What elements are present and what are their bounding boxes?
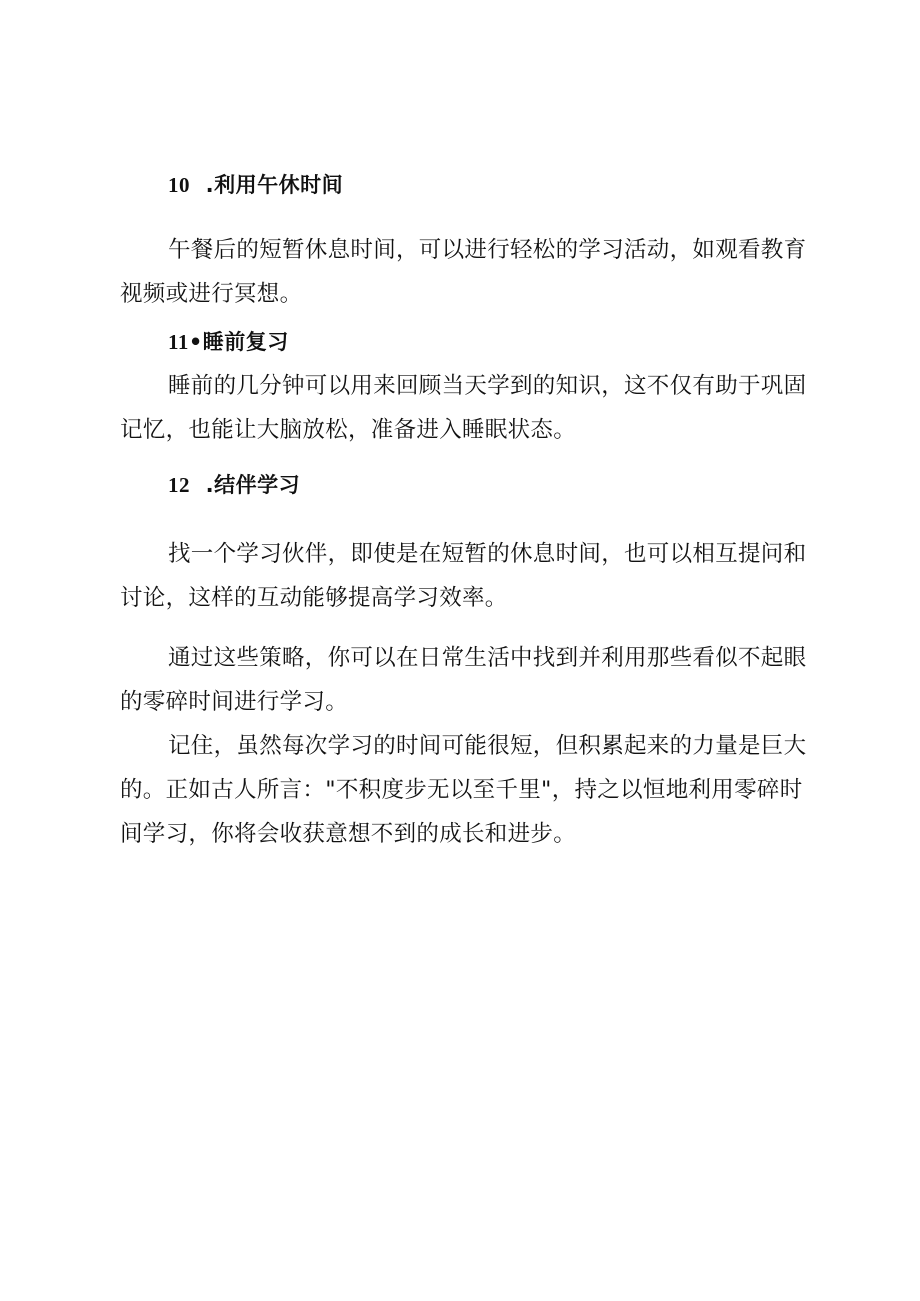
section-heading-11	[168, 327, 289, 357]
paragraph-line: 的零碎时间进行学习。	[120, 689, 349, 715]
closing-paragraph-1	[120, 636, 820, 724]
section-paragraph-11	[120, 364, 820, 452]
paragraph-line: 视频或进行冥想。	[120, 281, 303, 307]
paragraph-line: 的。正如古人所言："不积度步无以至千里"，持之以恒地利用零碎时	[120, 777, 803, 803]
paragraph-line: 找一个学习伙伴，即使是在短暂的休息时间，也可以相互提问和	[168, 541, 807, 567]
paragraph-line: 通过这些策略，你可以在日常生活中找到并利用那些看似不起眼	[168, 645, 807, 671]
paragraph-line: 记忆，也能让大脑放松，准备进入睡眠状态。	[120, 417, 577, 443]
paragraph-line: 午餐后的短暂休息时间，可以进行轻松的学习活动，如观看教育	[168, 237, 807, 263]
section-separator: .	[190, 173, 215, 197]
section-number: 11	[168, 330, 189, 354]
paragraph-line: 讨论，这样的互动能够提高学习效率。	[120, 585, 508, 611]
closing-paragraph-2	[120, 724, 820, 856]
section-separator: •	[188, 330, 203, 354]
section-paragraph-10	[120, 228, 820, 316]
paragraph-line: 间学习，你将会收获意想不到的成长和进步。	[120, 821, 577, 847]
section-title: 结伴学习	[214, 473, 301, 497]
section-number: 10	[168, 173, 190, 197]
section-title: 利用午休时间	[214, 173, 344, 197]
section-heading-12	[168, 470, 300, 500]
section-number: 12	[168, 473, 190, 497]
section-title: 睡前复习	[202, 330, 289, 354]
paragraph-line: 记住，虽然每次学习的时间可能很短，但积累起来的力量是巨大	[168, 733, 807, 759]
section-separator: .	[190, 473, 215, 497]
section-paragraph-12	[120, 532, 820, 620]
paragraph-line: 睡前的几分钟可以用来回顾当天学到的知识，这不仅有助于巩固	[168, 373, 807, 399]
section-heading-10	[168, 170, 343, 200]
